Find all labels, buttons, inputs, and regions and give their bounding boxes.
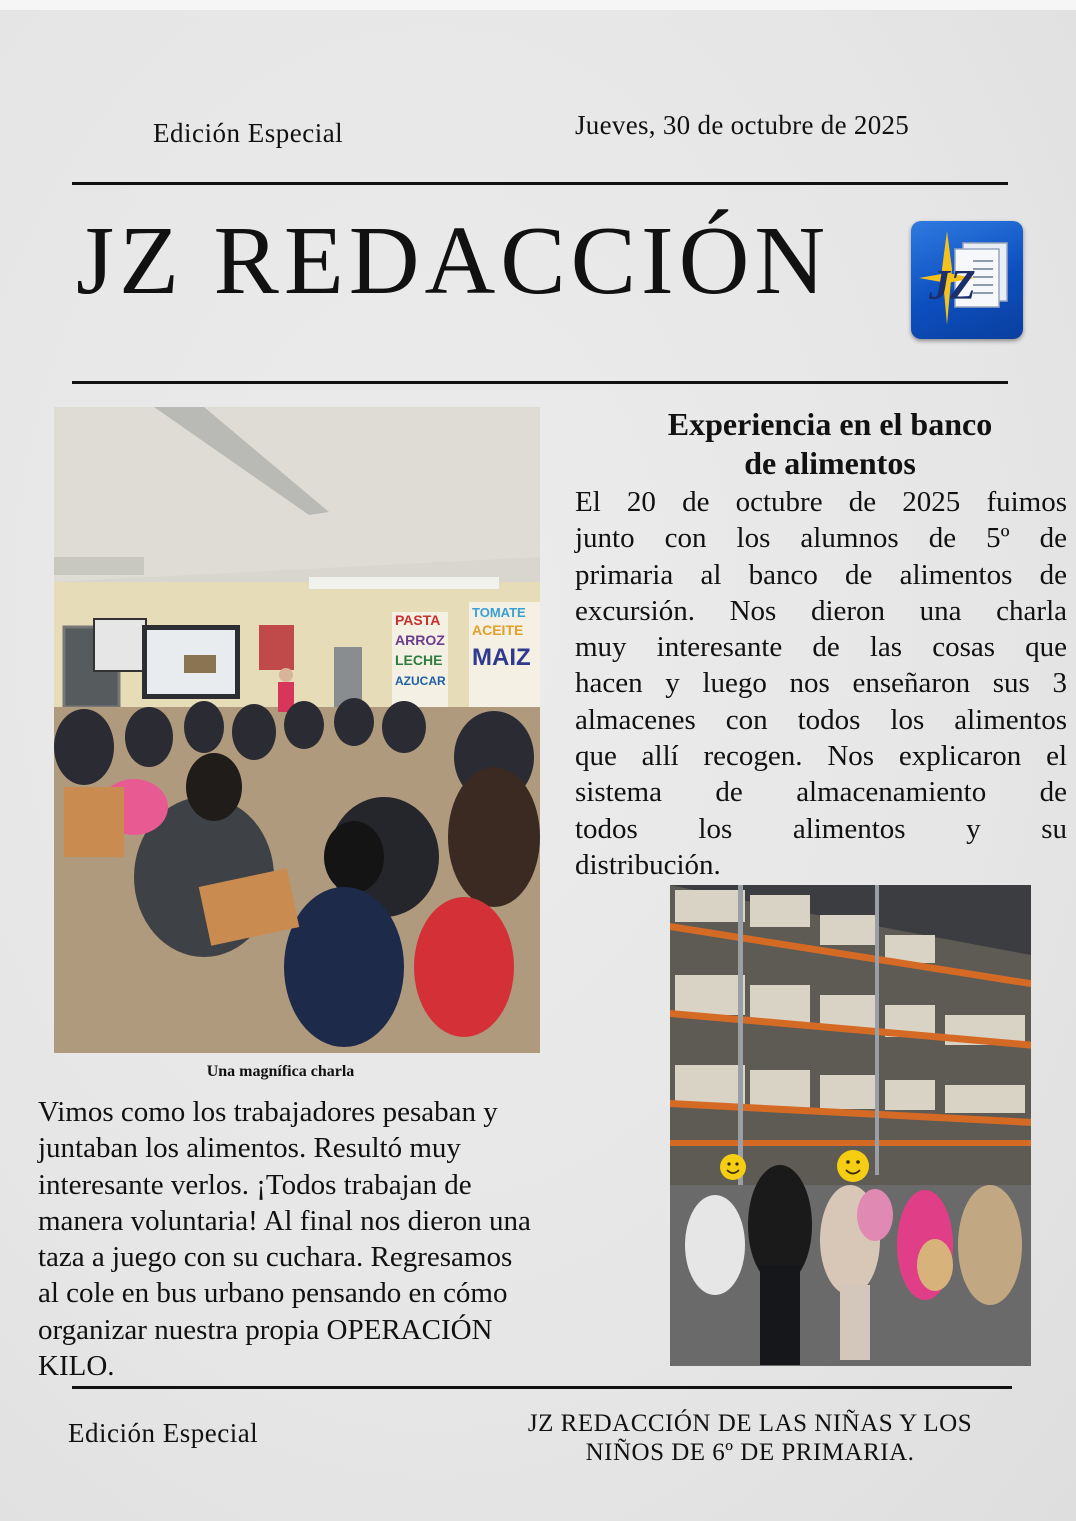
logo-graphic xyxy=(911,221,1023,339)
footer-credit-line-2: NIÑOS DE 6º DE PRIMARIA. xyxy=(585,1439,915,1466)
warehouse-photo-illustration xyxy=(670,885,1031,1366)
talk-photo-illustration xyxy=(54,407,540,1053)
article-line: junto con los alumnos de 5º de xyxy=(575,522,1067,555)
article-line: primaria al banco de alimentos de xyxy=(575,558,1067,591)
svg-text:LECHE: LECHE xyxy=(395,652,443,668)
article-line: El 20 de octubre de 2025 fuimos xyxy=(575,486,1067,518)
jz-newspaper-logo-icon xyxy=(911,221,1023,339)
warehouse-photo xyxy=(670,885,1031,1366)
svg-text:JZ: JZ xyxy=(929,263,976,309)
article-line: hacen y luego nos enseñaron sus 3 xyxy=(575,667,1067,700)
article-continuation xyxy=(38,1094,658,1384)
article-headline-line-2: de alimentos xyxy=(744,445,916,481)
footer-rule xyxy=(72,1386,1012,1389)
continuation-line: Vimos como los trabajadores pesaban y xyxy=(38,1096,498,1128)
article-line: sistema de almacenamiento de xyxy=(575,776,1067,809)
article-headline-line-1: Experiencia en el banco xyxy=(667,406,993,442)
edition-label-top: Edición Especial xyxy=(153,118,344,148)
article-line: todos los alimentos y su xyxy=(575,812,1067,845)
continuation-line: taza a juego con su cuchara. Regresamos xyxy=(38,1241,513,1274)
continuation-line: manera voluntaria! Al final nos dieron una xyxy=(38,1204,531,1237)
edition-label-bottom: Edición Especial xyxy=(68,1418,259,1448)
article-line: distribución. xyxy=(575,848,721,881)
masthead-bottom-rule xyxy=(72,381,1008,384)
article-line: muy interesante de las cosas que xyxy=(575,631,1067,664)
masthead-title: JZ REDACCIÓN xyxy=(76,207,831,315)
continuation-line: KILO. xyxy=(38,1350,115,1383)
continuation-line: al cole en bus urbano pensando en cómo xyxy=(38,1277,508,1310)
issue-date: Jueves, 30 de octubre de 2025 xyxy=(575,110,910,140)
continuation-line: interesante verlos. ¡Todos trabajan de xyxy=(38,1168,472,1201)
talk-photo-caption: Una magnífica charla xyxy=(206,1063,355,1080)
footer-credit xyxy=(480,1409,1020,1467)
masthead-top-rule xyxy=(72,182,1008,185)
svg-text:ARROZ: ARROZ xyxy=(395,632,445,648)
article-line: almacenes con todos los alimentos xyxy=(575,703,1067,736)
article-line: que allí recogen. Nos explicaron el xyxy=(575,740,1067,773)
talk-photo xyxy=(54,407,540,1053)
footer-credit-line-1: JZ REDACCIÓN DE LAS NIÑAS Y LOS xyxy=(527,1410,973,1437)
continuation-line: juntaban los alimentos. Resultó muy xyxy=(38,1132,461,1165)
svg-text:AZUCAR: AZUCAR xyxy=(395,674,446,688)
continuation-line: organizar nuestra propia OPERACIÓN xyxy=(38,1313,493,1346)
svg-text:MAIZ: MAIZ xyxy=(472,644,531,671)
article-body xyxy=(575,484,1067,883)
article-headline xyxy=(580,405,1076,483)
svg-text:ACEITE: ACEITE xyxy=(472,622,524,638)
article-line: excursión. Nos dieron una charla xyxy=(575,594,1067,627)
svg-text:TOMATE: TOMATE xyxy=(472,605,526,620)
svg-text:PASTA: PASTA xyxy=(395,612,441,628)
